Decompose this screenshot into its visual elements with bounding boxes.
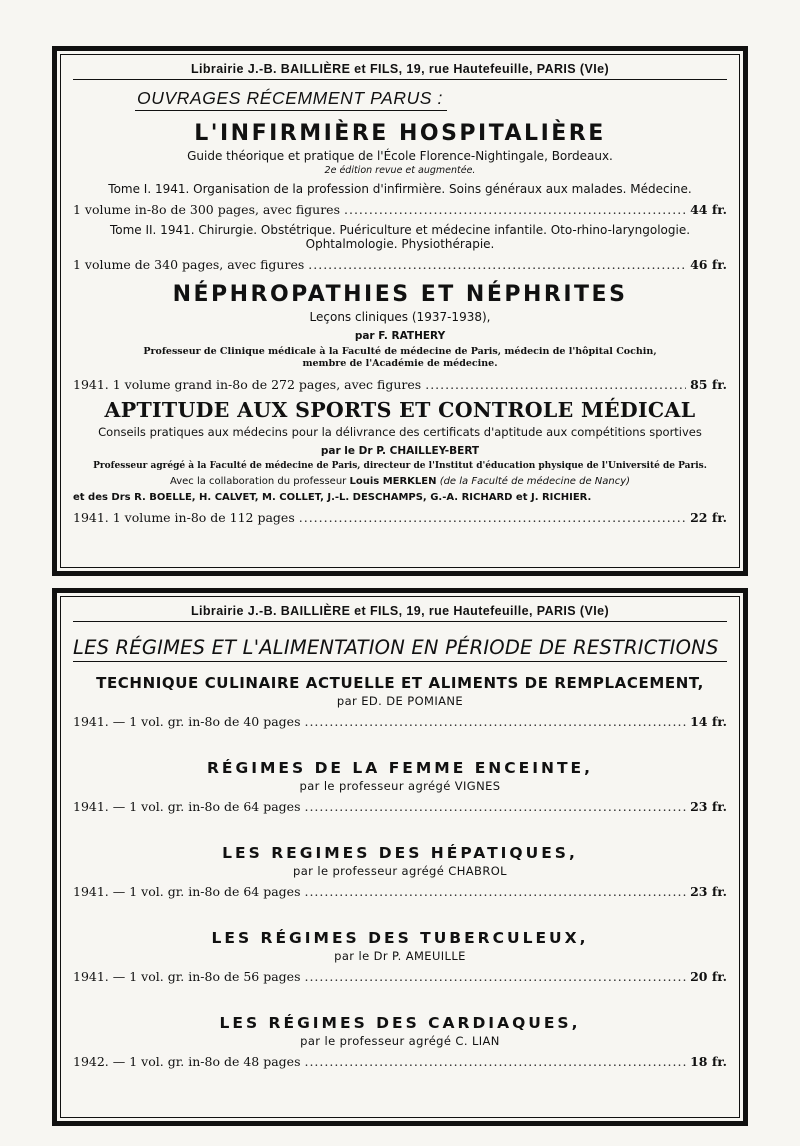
volume-info: 1941. 1 volume in-8o de 112 pages [73,510,295,526]
book-item [73,929,727,984]
book-title: LES RÉGIMES DES TUBERCULEUX, [211,929,589,947]
price: 22 fr. [690,510,727,526]
book-title: RÉGIMES DE LA FEMME ENCEINTE, [206,759,594,777]
affiliation-line-1: Professeur de Clinique médicale à la Faculté de médecine de Paris, médecin de l'hôpital Cochin, [143,346,657,357]
volume-info: 1 volume de 340 pages, avec figures [73,257,305,272]
book-author: par le Dr P. AMEUILLE [334,949,466,963]
collaborators-list: et des Drs R. BOELLE, H. CALVET, M. COLLET, J.-L. DESCHAMPS, G.-A. RICHARD et J. RICHIER. [73,492,592,504]
book-author: par F. RATHERY [354,330,446,342]
price-line [73,257,727,272]
leader-dots [308,257,686,272]
price-line [73,969,727,984]
price-line [73,510,727,525]
book-title-infirmiere: L'INFIRMIÈRE HOSPITALIÈRE [194,121,606,146]
publisher-header: Librairie J.-B. BAILLIÈRE et FILS, 19, rue Hautefeuille, PARIS (VIe) [73,51,727,80]
book-subtitle: Leçons cliniques (1937-1938), [309,310,491,324]
section-heading: LES RÉGIMES ET L'ALIMENTATION EN PÉRIODE DE RESTRICTIONS [73,636,727,662]
book-item [73,759,727,814]
leader-dots [304,799,686,814]
collab-intro: Avec la collaboration du professeur [169,476,347,488]
volume-info: 1941. 1 volume grand in-8o de 272 pages, avec figures [73,376,422,392]
price-line [73,799,727,814]
price-line [73,884,727,899]
collaboration-line [73,475,727,488]
book-author: par le Dr P. CHAILLEY-BERT [320,444,480,457]
book-subtitle: Conseils pratiques aux médecins pour la délivrance des certificats d'aptitude aux compétitions sportives [98,424,702,439]
section-heading-wrap [73,80,727,111]
price-line [73,377,727,392]
leader-dots [304,969,686,984]
price: 46 fr. [690,257,727,272]
price: 23 fr. [690,799,727,814]
book-author: par le professeur agrégé CHABROL [293,864,507,878]
price: 14 fr. [690,714,727,729]
volume-info: 1941. — 1 vol. gr. in-8o de 56 pages [73,969,301,984]
price: 20 fr. [690,969,727,984]
volume-info: 1941. — 1 vol. gr. in-8o de 40 pages [73,714,301,729]
volume-info: 1941. — 1 vol. gr. in-8o de 64 pages [73,799,301,814]
book-item [73,1014,727,1069]
tome-2-line-a: Tome II. 1941. Chirurgie. Obstétrique. Puériculture et médecine infantile. Oto-rhino-laryngologie. [109,223,691,237]
publisher-header: Librairie J.-B. BAILLIÈRE et FILS, 19, rue Hautefeuille, PARIS (VIe) [73,593,727,622]
section-heading: OUVRAGES RÉCEMMENT PARUS : [135,88,447,111]
book-title: LES RÉGIMES DES CARDIAQUES, [219,1014,581,1032]
ad-content [73,593,727,1069]
leader-dots [304,884,686,899]
advertisement-box-diets [52,588,748,1126]
volume-info: 1941. — 1 vol. gr. in-8o de 64 pages [73,884,301,899]
book-title: LES REGIMES DES HÉPATIQUES, [222,844,578,862]
book-item [73,844,727,899]
book-title-nephropathies: NÉPHROPATHIES ET NÉPHRITES [172,282,628,307]
book-title: TECHNIQUE CULINAIRE ACTUELLE ET ALIMENTS DE REMPLACEMENT, [96,674,704,692]
edition-note: 2e édition revue et augmentée. [324,165,476,176]
leader-dots [304,714,686,729]
affiliation-line-2: membre de l'Académie de médecine. [302,358,498,370]
leader-dots [299,510,686,525]
leader-dots [344,202,686,217]
book-author: par ED. DE POMIANE [336,694,464,708]
volume-info: 1942. — 1 vol. gr. in-8o de 48 pages [73,1054,301,1069]
leader-dots [304,1054,686,1069]
book-title-aptitude: APTITUDE AUX SPORTS ET CONTROLE MÉDICAL [104,397,696,422]
tome-1-description: Tome I. 1941. Organisation de la profession d'infirmière. Soins généraux aux malades. Médecine. [108,182,692,196]
author-affiliation [73,346,727,371]
price-line [73,202,727,217]
leader-dots [425,377,686,392]
price-line [73,1054,727,1069]
collab-affiliation: (de la Faculté de médecine de Nancy) [439,476,631,488]
price: 44 fr. [690,202,727,217]
book-subtitle: Guide théorique et pratique de l'École Florence-Nightingale, Bordeaux. [187,149,613,163]
price: 23 fr. [690,884,727,899]
book-author: par le professeur agrégé C. LIAN [300,1034,500,1048]
book-author: par le professeur agrégé VIGNES [299,779,501,793]
price: 18 fr. [690,1054,727,1069]
price: 85 fr. [690,376,727,392]
volume-info: 1 volume in-8o de 300 pages, avec figures [73,202,340,217]
ad-content [73,51,727,525]
tome-2-description [73,223,727,251]
book-item [73,674,727,729]
author-affiliation: Professeur agrégé à la Faculté de médecine de Paris, directeur de l'Institut d'éducation physique de l'Université de Paris. [93,460,707,471]
tome-2-line-b: Ophtalmologie. Physiothérapie. [305,237,495,251]
price-line [73,714,727,729]
collab-name: Louis MERKLEN [349,476,437,488]
advertisement-box-recent-works [52,46,748,576]
